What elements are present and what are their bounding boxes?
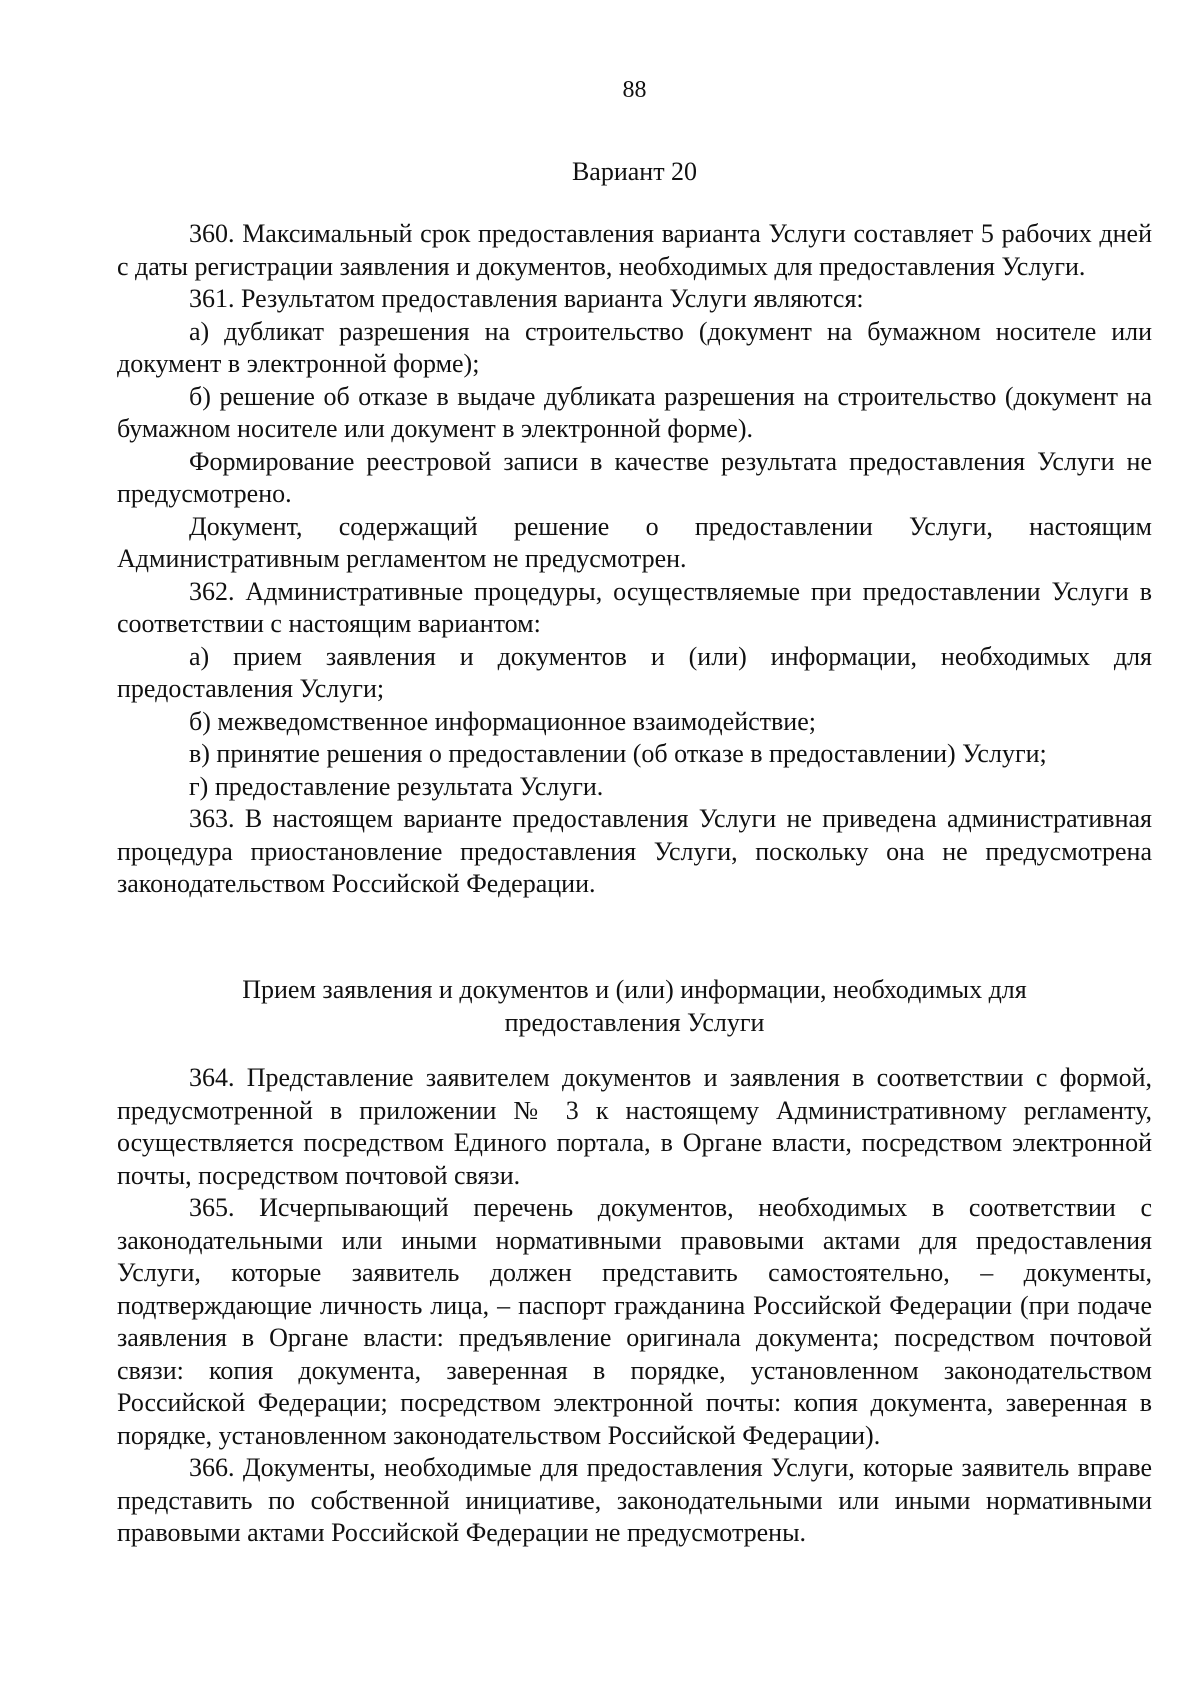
paragraph-362-g: г) предоставление результата Услуги.	[189, 771, 604, 801]
paragraph-decision-document: Документ, содержащий решение о предоставлении Услуги, настоящим Административным регламентом не предусмотрен.	[117, 511, 1152, 573]
paragraph-362: 362. Административные процедуры, осуществляемые при предоставлении Услуги в соответствии с настоящим вариантом:	[117, 576, 1152, 638]
paragraph-366: 366. Документы, необходимые для предоставления Услуги, которые заявитель вправе представить по собственной инициативе, законодательными или иными нормативными правовыми актами Российской Федерации не предусмотрены.	[117, 1453, 1152, 1547]
paragraph-362-b: б) межведомственное информационное взаимодействие;	[189, 706, 816, 736]
section-heading-line-2: предоставления Услуги	[504, 1007, 765, 1037]
paragraph-360: 360. Максимальный срок предоставления варианта Услуги составляет 5 рабочих дней с даты регистрации заявления и документов, необходимых для предоставления Услуги.	[117, 219, 1152, 281]
paragraph-363: 363. В настоящем варианте предоставления Услуги не приведена административная процедура приостановление предоставления Услуги, поскольку она не предусмотрена законодательством Российской Федерации.	[117, 804, 1152, 898]
paragraph-361-a: а) дубликат разрешения на строительство (документ на бумажном носителе или документ в электронной форме);	[117, 316, 1152, 378]
paragraph-registry-record: Формирование реестровой записи в качестве результата предоставления Услуги не предусмотрено.	[117, 446, 1152, 508]
paragraph-364: 364. Представление заявителем документов и заявления в соответствии с формой, предусмотренной в приложении № 3 к настоящему Административному регламенту, осуществляется посредством Единого портала, в Органе власти, посредством электронной почты, посредством почтовой связи.	[117, 1063, 1152, 1190]
section-heading-line-1: Прием заявления и документов и (или) информации, необходимых для	[242, 975, 1027, 1004]
paragraph-362-a: а) прием заявления и документов и (или) информации, необходимых для предоставления Услуги;	[117, 641, 1152, 703]
section-heading	[117, 974, 1152, 1039]
paragraph-365: 365. Исчерпывающий перечень документов, необходимых в соответствии с законодательными или иными нормативными правовыми актами для предоставления Услуги, которые заявитель должен представить самостоятельно, – документы, подтверждающие личность лица, – паспорт гражданина Российской Федерации (при подаче заявления в Органе власти: предъявление оригинала документа; посредством почтовой связи: копия документа, заверенная в порядке, установленном законодательством Российской Федерации; посредством электронной почты: копия документа, заверенная в порядке, установленном законодательством Российской Федерации).	[117, 1193, 1152, 1450]
paragraph-361-b: б) решение об отказе в выдаче дубликата разрешения на строительство (документ на бумажном носителе или документ в электронной форме).	[117, 381, 1152, 443]
variant-title: Вариант 20	[571, 157, 698, 186]
paragraphs-section-2	[117, 1062, 1152, 1550]
page-number: 88	[622, 77, 647, 103]
paragraph-361: 361. Результатом предоставления варианта Услуги являются:	[189, 284, 864, 313]
paragraphs-section-1	[117, 218, 1152, 901]
paragraph-362-v: в) принятие решения о предоставлении (об отказе в предоставлении) Услуги;	[189, 739, 1047, 768]
